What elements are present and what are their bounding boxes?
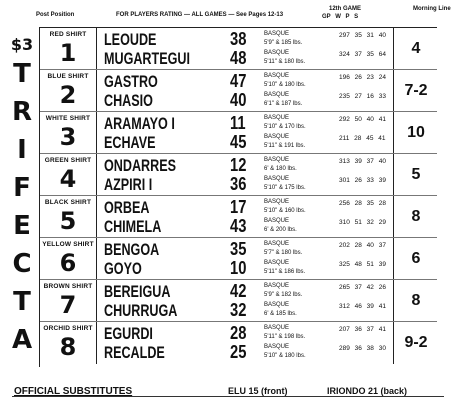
- morning-line-odds: 6: [393, 238, 438, 280]
- player-descriptions: [264, 72, 344, 110]
- game-title: 12th GAME: [329, 6, 362, 12]
- post-row: [40, 321, 437, 364]
- player-rating: 43: [230, 216, 247, 236]
- player-rating: 47: [230, 71, 247, 91]
- player-descriptions: [264, 240, 344, 278]
- trifecta-letter: I: [17, 135, 27, 165]
- player-name: RECALDE: [104, 343, 165, 362]
- player-style: BASQUE: [264, 260, 290, 266]
- player-name: ONDARRES: [104, 156, 176, 175]
- post-position: [40, 196, 97, 238]
- player-record: 265 37 42 26: [339, 284, 386, 291]
- player-name: ECHAVE: [104, 133, 156, 152]
- player-description: [264, 324, 344, 343]
- player-record: 325 48 51 39: [339, 261, 386, 268]
- post-position: [40, 238, 97, 280]
- player-stats: 6' & 185 lbs.: [264, 311, 297, 317]
- substitute-front: ELU 15 (front): [228, 386, 288, 396]
- shirt-color: RED SHIRT: [49, 31, 87, 38]
- post-number: 7: [59, 291, 77, 319]
- player-record: 297 35 31 40: [339, 32, 386, 39]
- player-style: BASQUE: [264, 218, 290, 224]
- player-name: BENGOA: [104, 240, 160, 259]
- player-record: 313 39 37 40: [339, 158, 386, 165]
- player-stats: 6' & 180 lbs.: [264, 166, 297, 172]
- ratings-note: FOR PLAYERS RATING — ALL GAMES — See Pages 12-13: [116, 12, 284, 18]
- player-record: 301 26 33 39: [339, 177, 386, 184]
- player-ratings: [230, 282, 260, 320]
- player-description: [264, 282, 344, 301]
- player-description: [264, 240, 344, 259]
- player-descriptions: [264, 30, 344, 68]
- trifecta-letter: T: [13, 59, 31, 89]
- post-row: [40, 69, 437, 112]
- shirt-color: ORCHID SHIRT: [43, 325, 93, 332]
- player-ratings: [230, 156, 260, 194]
- post-position-header: Post Position: [36, 12, 75, 18]
- player-rating: 38: [230, 29, 247, 49]
- player-style: BASQUE: [264, 344, 290, 350]
- player-stats: 5'10" & 175 lbs.: [264, 185, 306, 191]
- player-rating: 10: [230, 258, 247, 278]
- player-name: MUGARTEGUI: [104, 49, 190, 68]
- player-name: LEOUDE: [104, 30, 157, 49]
- post-position: [40, 154, 97, 196]
- trifecta-letter: R: [11, 97, 33, 127]
- player-ratings: [230, 240, 260, 278]
- post-number: 4: [59, 165, 77, 193]
- player-stats: 5'7" & 180 lbs.: [264, 250, 303, 256]
- morning-line-odds: 7-2: [393, 70, 438, 112]
- player-stats: 5'10" & 170 lbs.: [264, 124, 306, 130]
- player-descriptions: [264, 198, 344, 236]
- player-description: [264, 91, 344, 110]
- player-style: BASQUE: [264, 283, 290, 289]
- player-records: [339, 199, 399, 237]
- morning-line-odds: 9-2: [393, 322, 438, 364]
- player-records: [339, 73, 399, 111]
- footer-divider: [12, 396, 444, 397]
- player-style: BASQUE: [264, 241, 290, 247]
- player-rating: 40: [230, 90, 247, 110]
- post-position: [40, 322, 97, 364]
- trifecta-letter: F: [13, 173, 31, 203]
- player-style: BASQUE: [264, 31, 290, 37]
- player-rating: 17: [230, 197, 247, 217]
- post-row: [40, 279, 437, 322]
- player-rating: 48: [230, 48, 247, 68]
- post-row: [40, 153, 437, 196]
- player-stats: 5'11" & 186 lbs.: [264, 269, 306, 275]
- player-name: EGURDI: [104, 324, 153, 343]
- morning-line-header: Morning Line: [413, 6, 451, 12]
- player-record: 256 28 35 28: [339, 200, 386, 207]
- post-position: [40, 70, 97, 112]
- shirt-color: BLACK SHIRT: [44, 199, 92, 206]
- player-description: [264, 49, 344, 68]
- player-records: [339, 115, 399, 153]
- player-ratings: [230, 324, 260, 362]
- trifecta-letter: C: [12, 249, 32, 279]
- player-stats: 5'9" & 185 lbs.: [264, 40, 303, 46]
- player-style: BASQUE: [264, 325, 290, 331]
- game-columns: GP W P S: [322, 14, 359, 20]
- player-rating: 12: [230, 155, 247, 175]
- player-stats: 5'9" & 182 lbs.: [264, 292, 303, 298]
- player-name: AZPIRI I: [104, 175, 153, 194]
- morning-line-odds: 8: [393, 196, 438, 238]
- player-style: BASQUE: [264, 176, 290, 182]
- player-name: GOYO: [104, 259, 142, 278]
- substitute-back: IRIONDO 21 (back): [327, 386, 408, 396]
- entries-table: [39, 27, 437, 367]
- player-ratings: [230, 114, 260, 152]
- player-description: [264, 343, 344, 362]
- player-descriptions: [264, 324, 344, 362]
- player-stats: 5'10" & 180 lbs.: [264, 82, 306, 88]
- post-number: 2: [59, 81, 77, 109]
- player-name: GASTRO: [104, 72, 158, 91]
- trifecta-letter: A: [11, 325, 33, 355]
- player-description: [264, 198, 344, 217]
- player-description: [264, 259, 344, 278]
- trifecta-side-label: [7, 35, 37, 359]
- player-description: [264, 114, 344, 133]
- player-record: 292 50 40 41: [339, 116, 386, 123]
- post-position: [40, 280, 97, 322]
- trifecta-letter: T: [13, 287, 31, 317]
- player-rating: 28: [230, 323, 247, 343]
- player-records: [339, 157, 399, 195]
- post-number: 1: [59, 39, 77, 67]
- player-name: CHURRUGA: [104, 301, 178, 320]
- player-records: [339, 325, 399, 363]
- player-ratings: [230, 30, 260, 68]
- player-stats: 6'1" & 187 lbs.: [264, 101, 303, 107]
- player-ratings: [230, 198, 260, 236]
- player-record: 289 36 38 30: [339, 345, 386, 352]
- player-record: 310 51 32 29: [339, 219, 386, 226]
- player-style: BASQUE: [264, 92, 290, 98]
- player-descriptions: [264, 282, 344, 320]
- shirt-color: BROWN SHIRT: [43, 283, 93, 290]
- player-description: [264, 217, 344, 236]
- player-records: [339, 31, 399, 69]
- player-style: BASQUE: [264, 73, 290, 79]
- shirt-color: BLUE SHIRT: [47, 73, 89, 80]
- shirt-color: YELLOW SHIRT: [42, 241, 94, 248]
- player-stats: 5'11" & 198 lbs.: [264, 334, 306, 340]
- player-name: CHIMELA: [104, 217, 162, 236]
- post-row: [40, 27, 437, 70]
- player-record: 324 37 35 64: [339, 51, 386, 58]
- player-descriptions: [264, 156, 344, 194]
- player-description: [264, 301, 344, 320]
- post-position: [40, 112, 97, 154]
- morning-line-odds: 4: [393, 28, 438, 70]
- player-rating: 42: [230, 281, 247, 301]
- post-number: 3: [59, 123, 77, 151]
- player-rating: 35: [230, 239, 247, 259]
- player-style: BASQUE: [264, 50, 290, 56]
- player-record: 211 28 45 41: [339, 135, 386, 142]
- player-stats: 5'10" & 180 lbs.: [264, 353, 306, 359]
- player-rating: 11: [230, 113, 246, 133]
- morning-line-odds: 10: [393, 112, 438, 154]
- player-record: 202 28 40 37: [339, 242, 386, 249]
- player-record: 207 36 37 41: [339, 326, 386, 333]
- player-description: [264, 133, 344, 152]
- player-style: BASQUE: [264, 115, 290, 121]
- morning-line-odds: 5: [393, 154, 438, 196]
- player-style: BASQUE: [264, 134, 290, 140]
- player-rating: 32: [230, 300, 247, 320]
- trifecta-letter: E: [13, 211, 31, 241]
- player-stats: 6' & 200 lbs.: [264, 227, 297, 233]
- player-style: BASQUE: [264, 199, 290, 205]
- player-rating: 25: [230, 342, 247, 362]
- player-rating: 36: [230, 174, 247, 194]
- official-substitutes-label: OFFICIAL SUBSTITUTES: [14, 386, 133, 397]
- player-description: [264, 175, 344, 194]
- player-record: 235 27 16 33: [339, 93, 386, 100]
- player-name: CHASIO: [104, 91, 153, 110]
- player-records: [339, 241, 399, 279]
- trifecta-price: $3: [10, 35, 34, 54]
- player-rating: 45: [230, 132, 247, 152]
- player-style: BASQUE: [264, 157, 290, 163]
- player-records: [339, 283, 399, 321]
- post-number: 5: [59, 207, 77, 235]
- post-row: [40, 237, 437, 280]
- player-name: ARAMAYO I: [104, 114, 175, 133]
- morning-line-odds: 8: [393, 280, 438, 322]
- player-name: BEREIGUA: [104, 282, 171, 301]
- player-description: [264, 30, 344, 49]
- player-stats: 5'11" & 191 lbs.: [264, 143, 306, 149]
- player-stats: 5'11" & 180 lbs.: [264, 59, 306, 65]
- player-name: ORBEA: [104, 198, 150, 217]
- shirt-color: GREEN SHIRT: [44, 157, 92, 164]
- player-ratings: [230, 72, 260, 110]
- post-number: 6: [59, 249, 77, 277]
- player-style: BASQUE: [264, 302, 290, 308]
- shirt-color: WHITE SHIRT: [45, 115, 91, 122]
- player-stats: 5'10" & 160 lbs.: [264, 208, 306, 214]
- player-description: [264, 156, 344, 175]
- player-descriptions: [264, 114, 344, 152]
- player-description: [264, 72, 344, 91]
- post-position: [40, 28, 97, 70]
- post-number: 8: [59, 333, 77, 361]
- player-record: 196 26 23 24: [339, 74, 386, 81]
- player-record: 312 46 39 41: [339, 303, 386, 310]
- post-row: [40, 111, 437, 154]
- post-row: [40, 195, 437, 238]
